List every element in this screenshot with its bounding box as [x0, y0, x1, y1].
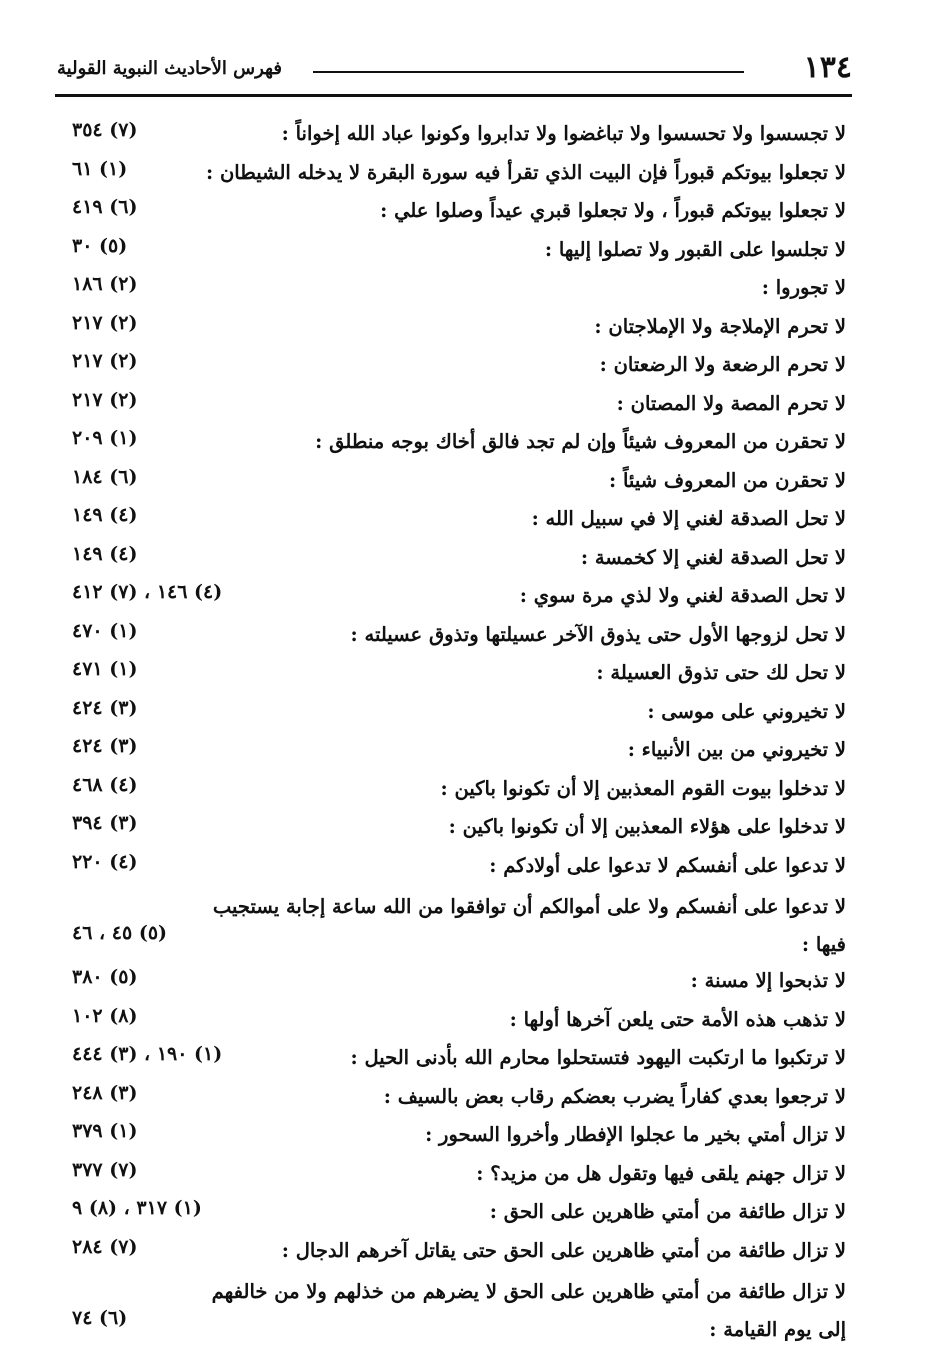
index-entry [72, 270, 846, 309]
hadith-index-list [72, 116, 846, 1348]
hadith-text: لا ترجعوا بعدي كفاراً يضرب بعضكم رقاب بعض بالسيف : [383, 1084, 846, 1108]
volume-page-reference: (١) ٣٧٩ [72, 1120, 138, 1142]
volume-page-reference: (٣) ٤٢٤ [72, 696, 138, 719]
hadith-text: لا تدخلوا بيوت القوم المعذبين إلا أن تكونوا باكين : [440, 776, 846, 800]
index-entry [72, 848, 846, 887]
volume-page-reference: (٣) ٤٢٤ [72, 735, 138, 757]
volume-page-reference: (٦) ٤١٩ [72, 196, 138, 218]
index-entry [72, 1194, 846, 1233]
index-entry [72, 309, 846, 348]
hadith-text: لا تجسسوا ولا تحسسوا ولا تباغضوا ولا تدابروا وكونوا عباد الله إخواناً : [281, 122, 846, 145]
running-title: فهرس الأحاديث النبوية القولية [57, 58, 282, 79]
index-entry [72, 116, 846, 155]
hadith-text: لا تحرم المصة ولا المصتان : [616, 391, 846, 415]
hadith-text: لا تخيروني على موسى : [647, 699, 846, 723]
volume-page-reference: (٥) ٣٠ [72, 234, 128, 257]
hadith-text: لا تحل لك حتى تذوق العسيلة : [596, 661, 846, 684]
index-entry [72, 771, 846, 810]
index-entry [72, 963, 846, 1002]
index-entry [72, 424, 846, 463]
volume-page-reference: (١) ٤٧٠ [72, 619, 138, 642]
index-entry [72, 155, 846, 194]
volume-page-reference: (٨) ١٠٢ [72, 1004, 138, 1027]
volume-page-reference: (٥) ٣٨٠ [72, 966, 138, 988]
index-entry [72, 809, 846, 848]
page-header [55, 46, 852, 96]
volume-page-reference: (٢) ٢١٧ [72, 311, 138, 334]
volume-page-reference: (٧) ٣٥٤ [72, 119, 138, 141]
index-entry [72, 1002, 846, 1041]
hadith-text: لا تجوروا : [761, 276, 846, 299]
hadith-text: لا تزال طائفة من أمتي ظاهرين على الحق : [489, 1200, 846, 1223]
hadith-text: لا تجعلوا بيوتكم قبوراً فإن البيت الذي تقرأ فيه سورة البقرة لا يدخله الشيطان : [205, 160, 846, 184]
hadith-text: لا تجلسوا على القبور ولا تصلوا إليها : [544, 237, 846, 261]
index-entry [72, 694, 846, 733]
hadith-text: لا تحرم الرضعة ولا الرضعتان : [599, 353, 846, 376]
index-entry [72, 1079, 846, 1118]
hadith-text: لا تزال جهنم يلقى فيها وتقول هل من مزيد؟ : [476, 1161, 846, 1185]
hadith-text: لا تذهب هذه الأمة حتى يلعن آخرها أولها : [509, 1007, 846, 1031]
index-entry [72, 1156, 846, 1195]
volume-page-reference: (١) ١٩٠ ، (٣) ٤٤٤ [72, 1043, 223, 1065]
index-entry [72, 540, 846, 579]
volume-page-reference: (١) ٤٧١ [72, 658, 138, 680]
index-entry [72, 193, 846, 232]
hadith-text: لا تدعوا على أنفسكم ولا على أموالكم أن توافقوا من الله ساعة إجابة يستجيب فيها : [212, 895, 846, 957]
volume-page-reference: (٥) ٤٥ ، ٤٦ [72, 922, 168, 944]
hadith-text: لا تحل الصدقة لغني إلا كخمسة : [580, 545, 846, 569]
page-number: ١٣٤ [803, 50, 852, 85]
hadith-text: لا تحرم الإملاجة ولا الإملاجتان : [594, 314, 846, 338]
index-entry [72, 1117, 846, 1156]
hadith-text: لا تخيروني من بين الأنبياء : [627, 738, 846, 761]
volume-page-reference: (٢) ٢١٧ [72, 388, 138, 411]
hadith-text: لا ترتكبوا ما ارتكبت اليهود فتستحلوا محارم الله بأدنى الحيل : [350, 1046, 846, 1069]
hadith-text: لا تحل لزوجها الأول حتى يذوق الآخر عسيلتها وتذوق عسيلته : [350, 622, 846, 646]
hadith-text: لا تحقرن من المعروف شيئاً وإن لم تجد فالق أخاك بوجه منطلق : [315, 430, 846, 453]
volume-page-reference: (١) ٢٠٩ [72, 427, 138, 449]
volume-page-reference: (٧) ٣٧٧ [72, 1158, 138, 1181]
hadith-text: لا تدخلوا على هؤلاء المعذبين إلا أن تكونوا باكين : [448, 815, 846, 838]
index-entry [72, 1040, 846, 1079]
volume-page-reference: (٤) ١٤٦ ، (٧) ٤١٢ [72, 581, 223, 603]
hadith-text: لا تحل الصدقة لغني ولا لذي مرة سوي : [519, 584, 846, 607]
hadith-text: لا تحقرن من المعروف شيئاً : [609, 468, 846, 492]
volume-page-reference: (١) ٣١٧ ، (٨) ٩ [72, 1197, 202, 1219]
hadith-text: لا تحل الصدقة لغني إلا في سبيل الله : [531, 507, 846, 530]
volume-page-reference: (٢) ٢١٧ [72, 350, 138, 372]
index-entry [72, 886, 846, 963]
index-entry [72, 732, 846, 771]
index-entry [72, 386, 846, 425]
volume-page-reference: (٤) ٤٦٨ [72, 773, 138, 796]
volume-page-reference: (٤) ١٤٩ [72, 542, 138, 565]
index-entry [72, 463, 846, 502]
index-entry [72, 617, 846, 656]
hadith-text: لا تزال طائفة من أمتي ظاهرين على الحق لا يضرهم من خذلهم ولا من خالفهم إلى يوم القيامة : [211, 1280, 846, 1342]
index-entry [72, 655, 846, 694]
hadith-text: لا تدعوا على أنفسكم لا تدعوا على أولادكم : [489, 853, 846, 877]
index-entry [72, 232, 846, 271]
volume-page-reference: (٦) ١٨٤ [72, 465, 138, 488]
volume-page-reference: (٦) ٧٤ [72, 1307, 128, 1329]
volume-page-reference: (٤) ٢٢٠ [72, 850, 138, 873]
hadith-text: لا تزال طائفة من أمتي ظاهرين على الحق حتى يقاتل آخرهم الدجال : [281, 1238, 846, 1262]
volume-page-reference: (١) ٦١ [72, 157, 128, 180]
header-divider-line [313, 71, 744, 73]
hadith-text: لا تزال أمتي بخير ما عجلوا الإفطار وأخروا السحور : [425, 1123, 846, 1146]
index-entry [72, 347, 846, 386]
volume-page-reference: (٣) ٣٩٤ [72, 812, 138, 834]
hadith-text: لا تجعلوا بيوتكم قبوراً ، ولا تجعلوا قبري عيداً وصلوا علي : [380, 199, 846, 222]
header-rule [55, 94, 852, 97]
volume-page-reference: (٧) ٢٨٤ [72, 1235, 138, 1258]
volume-page-reference: (٣) ٢٤٨ [72, 1081, 138, 1104]
volume-page-reference: (٤) ١٤٩ [72, 504, 138, 526]
index-entry [72, 578, 846, 617]
index-entry [72, 501, 846, 540]
index-entry [72, 1271, 846, 1348]
hadith-text: لا تذبحوا إلا مسنة : [690, 969, 846, 992]
index-entry [72, 1233, 846, 1272]
volume-page-reference: (٢) ١٨٦ [72, 273, 138, 295]
